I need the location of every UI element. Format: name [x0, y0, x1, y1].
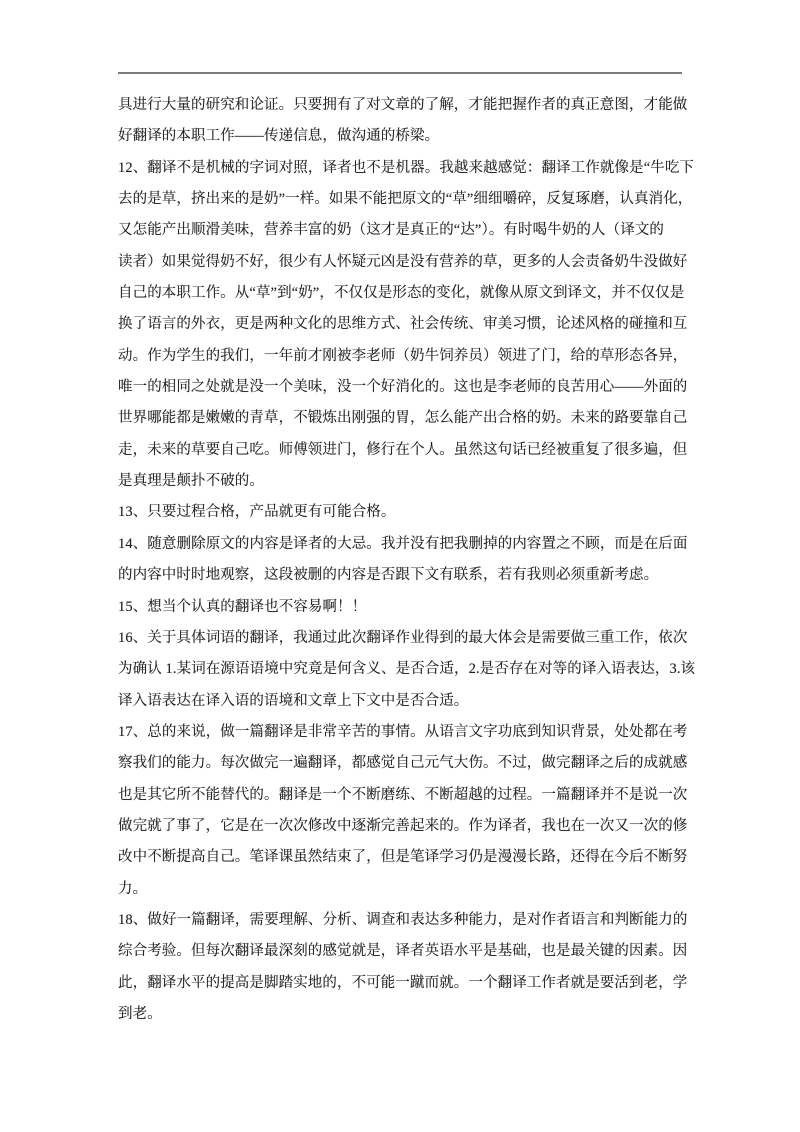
text-line: 的内容中时时地观察，这段被删的内容是否跟下文有联系，若有我则必须重新考虑。: [118, 567, 659, 584]
text-line: 改中不断提高自己。笔译课虽然结束了，但是笔译学习仍是漫漫长路，还得在今后不断努: [118, 849, 688, 866]
text-line: 也是其它所不能替代的。翻译是一个不断磨练、不断超越的过程。一篇翻译并不是说一次: [118, 786, 688, 803]
text-line: 18、做好一篇翻译，需要理解、分析、调查和表达多种能力，是对作者语言和判断能力的: [118, 911, 688, 928]
text-line: 去的是草，挤出来的是奶”一样。如果不能把原文的“草”细细嚼碎，反复琢磨，认真消化，: [118, 191, 693, 208]
text-line: 走，未来的草要自己吃。师傅领进门，修行在个人。虽然这句话已经被重复了很多遍，但: [118, 441, 688, 458]
text-line: 动。作为学生的我们，一年前才刚被李老师（奶牛饲养员）领进了门，给的草形态各异，: [118, 347, 688, 364]
text-line: 读者）如果觉得奶不好，很少有人怀疑元凶是没有营养的草，更多的人会责备奶牛没做好: [118, 253, 688, 270]
text-line: 世界哪能都是嫩嫩的青草，不锻炼出刚强的胃，怎么能产出合格的奶。未来的路要靠自己: [118, 410, 688, 427]
text-line: 好翻译的本职工作——传递信息，做沟通的桥梁。: [118, 128, 440, 145]
text-line: 12、翻译不是机械的字词对照，译者也不是机器。我越来越感觉：翻译工作就像是“牛吃下: [118, 159, 695, 176]
text-line: 13、只要过程合格，产品就更有可能合格。: [118, 504, 396, 521]
text-line: 自己的本职工作。从“草”到“奶”，不仅仅是形态的变化，就像从原文到译文，并不仅仅是: [118, 285, 685, 302]
header-rule-divider: [118, 72, 682, 74]
text-line: 到老。: [118, 1005, 162, 1022]
text-line: 14、随意删除原文的内容是译者的大忌。我并没有把我删掉的内容置之不顾，而是在后面: [118, 535, 688, 552]
text-line: 又怎能产出顺滑美味，营养丰富的奶（这才是真正的“达”）。有时喝牛奶的人（译文的: [118, 222, 665, 239]
text-line: 唯一的相同之处就是没一个美味，没一个好消化的。这也是李老师的良苦用心——外面的: [118, 379, 688, 396]
text-line: 是真理是颠扑不破的。: [118, 473, 264, 490]
text-line: 此，翻译水平的提高是脚踏实地的，不可能一蹴而就。一个翻译工作者就是要活到老，学: [118, 974, 688, 991]
text-line: 具进行大量的研究和论证。只要拥有了对文章的了解，才能把握作者的真正意图，才能做: [118, 97, 688, 113]
text-line: 为确认 1.某词在源语语境中究竟是何含义、是否合适，2.是否存在对等的译入语表达，3.该: [118, 661, 696, 678]
text-line: 17、总的来说，做一篇翻译是非常辛苦的事情。从语言文字功底到知识背景，处处都在考: [118, 723, 688, 740]
text-line: 察我们的能力。每次做完一遍翻译，都感觉自己元气大伤。不过，做完翻译之后的成就感: [118, 755, 688, 772]
text-line: 换了语言的外衣，更是两种文化的思维方式、社会传统、审美习惯，论述风格的碰撞和互: [118, 316, 688, 333]
text-line: 15、想当个认真的翻译也不容易啊！！: [118, 598, 367, 615]
text-line: 做完就了事了，它是在一次次修改中逐渐完善起来的。作为译者，我也在一次又一次的修: [118, 817, 688, 834]
document-body: [118, 90, 696, 1030]
text-line: 译入语表达在译入语的语境和文章上下文中是否合适。: [118, 692, 469, 709]
text-line: 力。: [118, 880, 148, 897]
text-line: 16、关于具体词语的翻译，我通过此次翻译作业得到的最大体会是需要做三重工作，依次: [118, 629, 688, 646]
text-line: 综合考验。但每次翻译最深刻的感觉就是，译者英语水平是基础，也是最关键的因素。因: [118, 943, 688, 960]
